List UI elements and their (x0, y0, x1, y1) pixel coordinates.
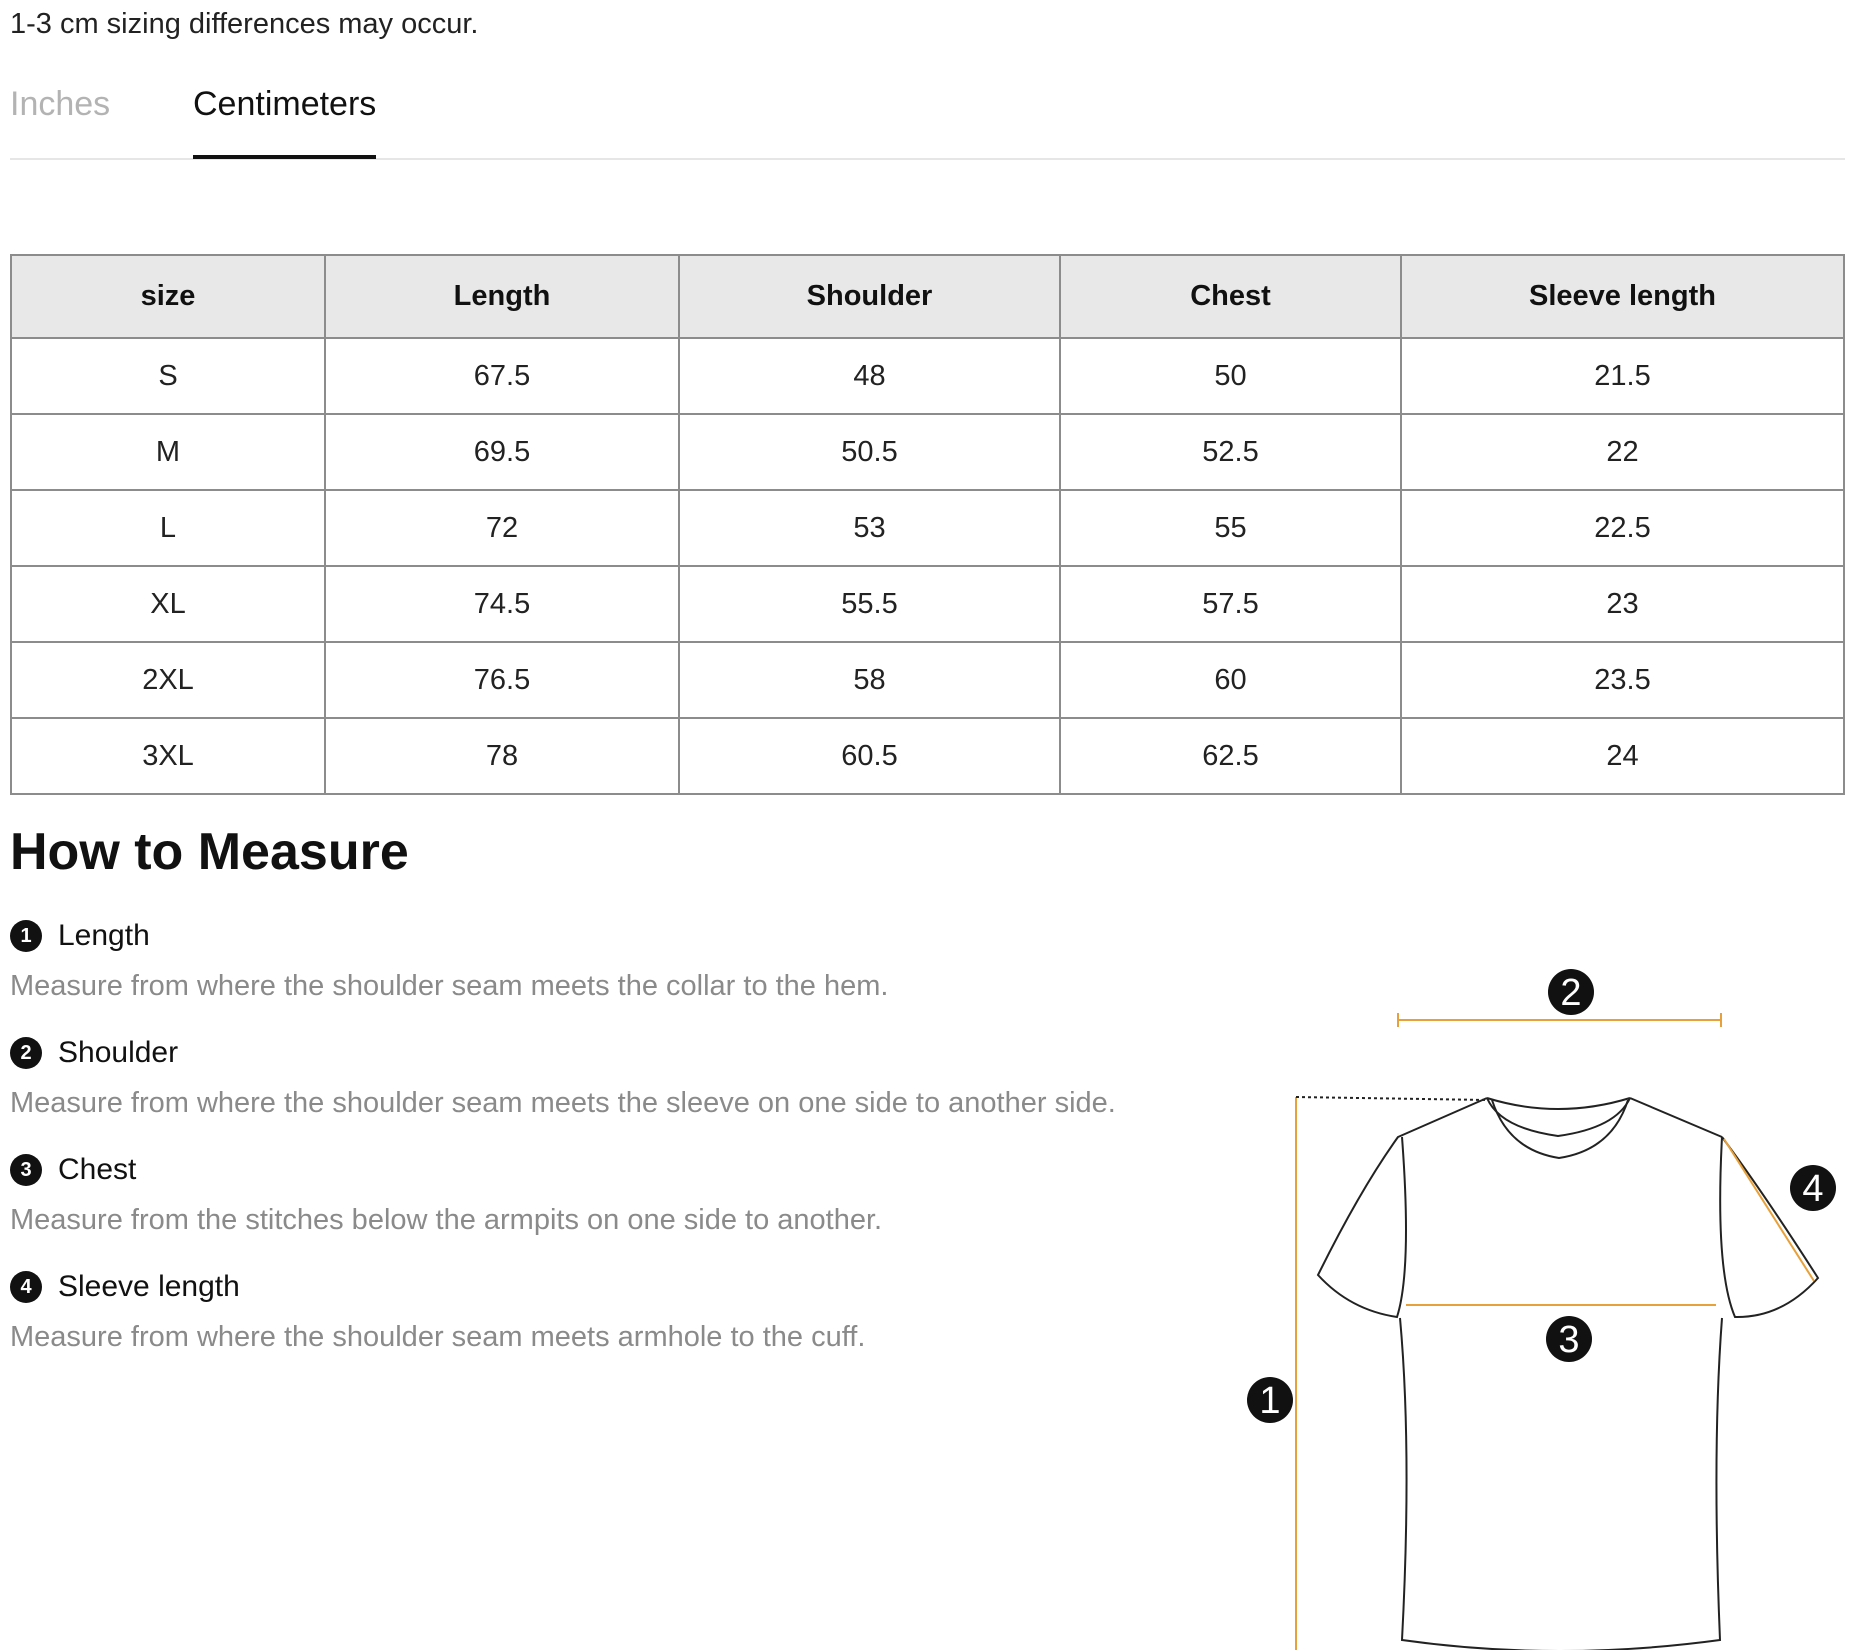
number-1-badge: 1 (10, 920, 42, 952)
table-row (11, 490, 1844, 566)
number-2-badge: 2 (10, 1037, 42, 1069)
table-row (11, 718, 1844, 794)
table-cell: 74.5 (325, 566, 679, 642)
number-4-badge: 4 (10, 1271, 42, 1303)
table-cell: 58 (679, 642, 1060, 718)
step-description: Measure from the stitches below the armpits on one side to another. (10, 1204, 883, 1236)
table-cell: 50.5 (679, 414, 1060, 490)
table-cell: 21.5 (1401, 338, 1844, 414)
step-title: Chest (58, 1153, 137, 1186)
table-row (11, 642, 1844, 718)
table-cell: 76.5 (325, 642, 679, 718)
table-cell: 22.5 (1401, 490, 1844, 566)
table-cell: 55.5 (679, 566, 1060, 642)
marker-label: 1 (1259, 1380, 1281, 1422)
column-header-chest: Chest (1060, 255, 1401, 338)
tshirt-body-outline (1400, 1318, 1722, 1650)
step-description: Measure from where the shoulder seam meets the collar to the hem. (10, 970, 889, 1002)
tshirt-diagram-svg (1240, 950, 1840, 1650)
sleeve-measure-line (1724, 1139, 1814, 1281)
sizing-note: 1-3 cm sizing differences may occur. (10, 8, 479, 40)
marker-label: 4 (1802, 1168, 1824, 1210)
measure-steps-list (10, 910, 1160, 1378)
marker-label: 2 (1560, 972, 1582, 1014)
left-sleeve-outline (1318, 1098, 1487, 1317)
table-cell: 55 (1060, 490, 1401, 566)
column-header-sleeve-length: Sleeve length (1401, 255, 1844, 338)
step-shoulder (10, 1027, 1160, 1144)
table-cell: 60 (1060, 642, 1401, 718)
collar-back (1487, 1098, 1630, 1109)
table-cell: 23 (1401, 566, 1844, 642)
table-cell: 57.5 (1060, 566, 1401, 642)
table-cell: S (11, 338, 325, 414)
column-header-size: size (11, 255, 325, 338)
table-cell: 78 (325, 718, 679, 794)
step-title: Length (58, 919, 150, 952)
table-cell: 23.5 (1401, 642, 1844, 718)
number-3-badge: 3 (10, 1154, 42, 1186)
table-cell: 52.5 (1060, 414, 1401, 490)
table-cell: M (11, 414, 325, 490)
step-title: Sleeve length (58, 1270, 240, 1303)
marker-4 (1790, 1165, 1836, 1211)
shoulder-measure-line (1398, 1013, 1721, 1027)
tshirt-outline (1318, 1098, 1818, 1650)
marker-label: 3 (1558, 1319, 1580, 1361)
tshirt-measurement-diagram (1240, 950, 1840, 1650)
marker-1 (1247, 1377, 1293, 1423)
table-cell: 48 (679, 338, 1060, 414)
right-sleeve-outline (1630, 1098, 1818, 1317)
tab-centimeters[interactable]: Centimeters (193, 85, 377, 123)
tab-inches[interactable]: Inches (10, 85, 111, 123)
table-row (11, 566, 1844, 642)
table-cell: L (11, 490, 325, 566)
size-chart-table (10, 254, 1845, 795)
marker-3 (1546, 1316, 1592, 1362)
how-to-measure-heading: How to Measure (10, 823, 409, 881)
table-cell: 2XL (11, 642, 325, 718)
marker-2 (1548, 969, 1594, 1015)
step-sleeve-length (10, 1261, 1160, 1378)
table-row (11, 414, 1844, 490)
table-cell: 69.5 (325, 414, 679, 490)
table-cell: 60.5 (679, 718, 1060, 794)
table-cell: 62.5 (1060, 718, 1401, 794)
table-cell: 3XL (11, 718, 325, 794)
table-cell: 72 (325, 490, 679, 566)
table-cell: 22 (1401, 414, 1844, 490)
table-cell: 50 (1060, 338, 1401, 414)
table-cell: 67.5 (325, 338, 679, 414)
step-length (10, 910, 1160, 1027)
table-cell: 24 (1401, 718, 1844, 794)
length-guide-dotted (1296, 1097, 1487, 1100)
step-chest (10, 1144, 1160, 1261)
table-cell: XL (11, 566, 325, 642)
table-cell: 53 (679, 490, 1060, 566)
unit-tabs (10, 80, 1845, 160)
column-header-length: Length (325, 255, 679, 338)
step-title: Shoulder (58, 1036, 179, 1069)
column-header-shoulder: Shoulder (679, 255, 1060, 338)
step-description: Measure from where the shoulder seam meets the sleeve on one side to another side. (10, 1087, 1116, 1119)
table-row (11, 338, 1844, 414)
step-description: Measure from where the shoulder seam meets armhole to the cuff. (10, 1321, 866, 1353)
table-header-row (11, 255, 1844, 338)
